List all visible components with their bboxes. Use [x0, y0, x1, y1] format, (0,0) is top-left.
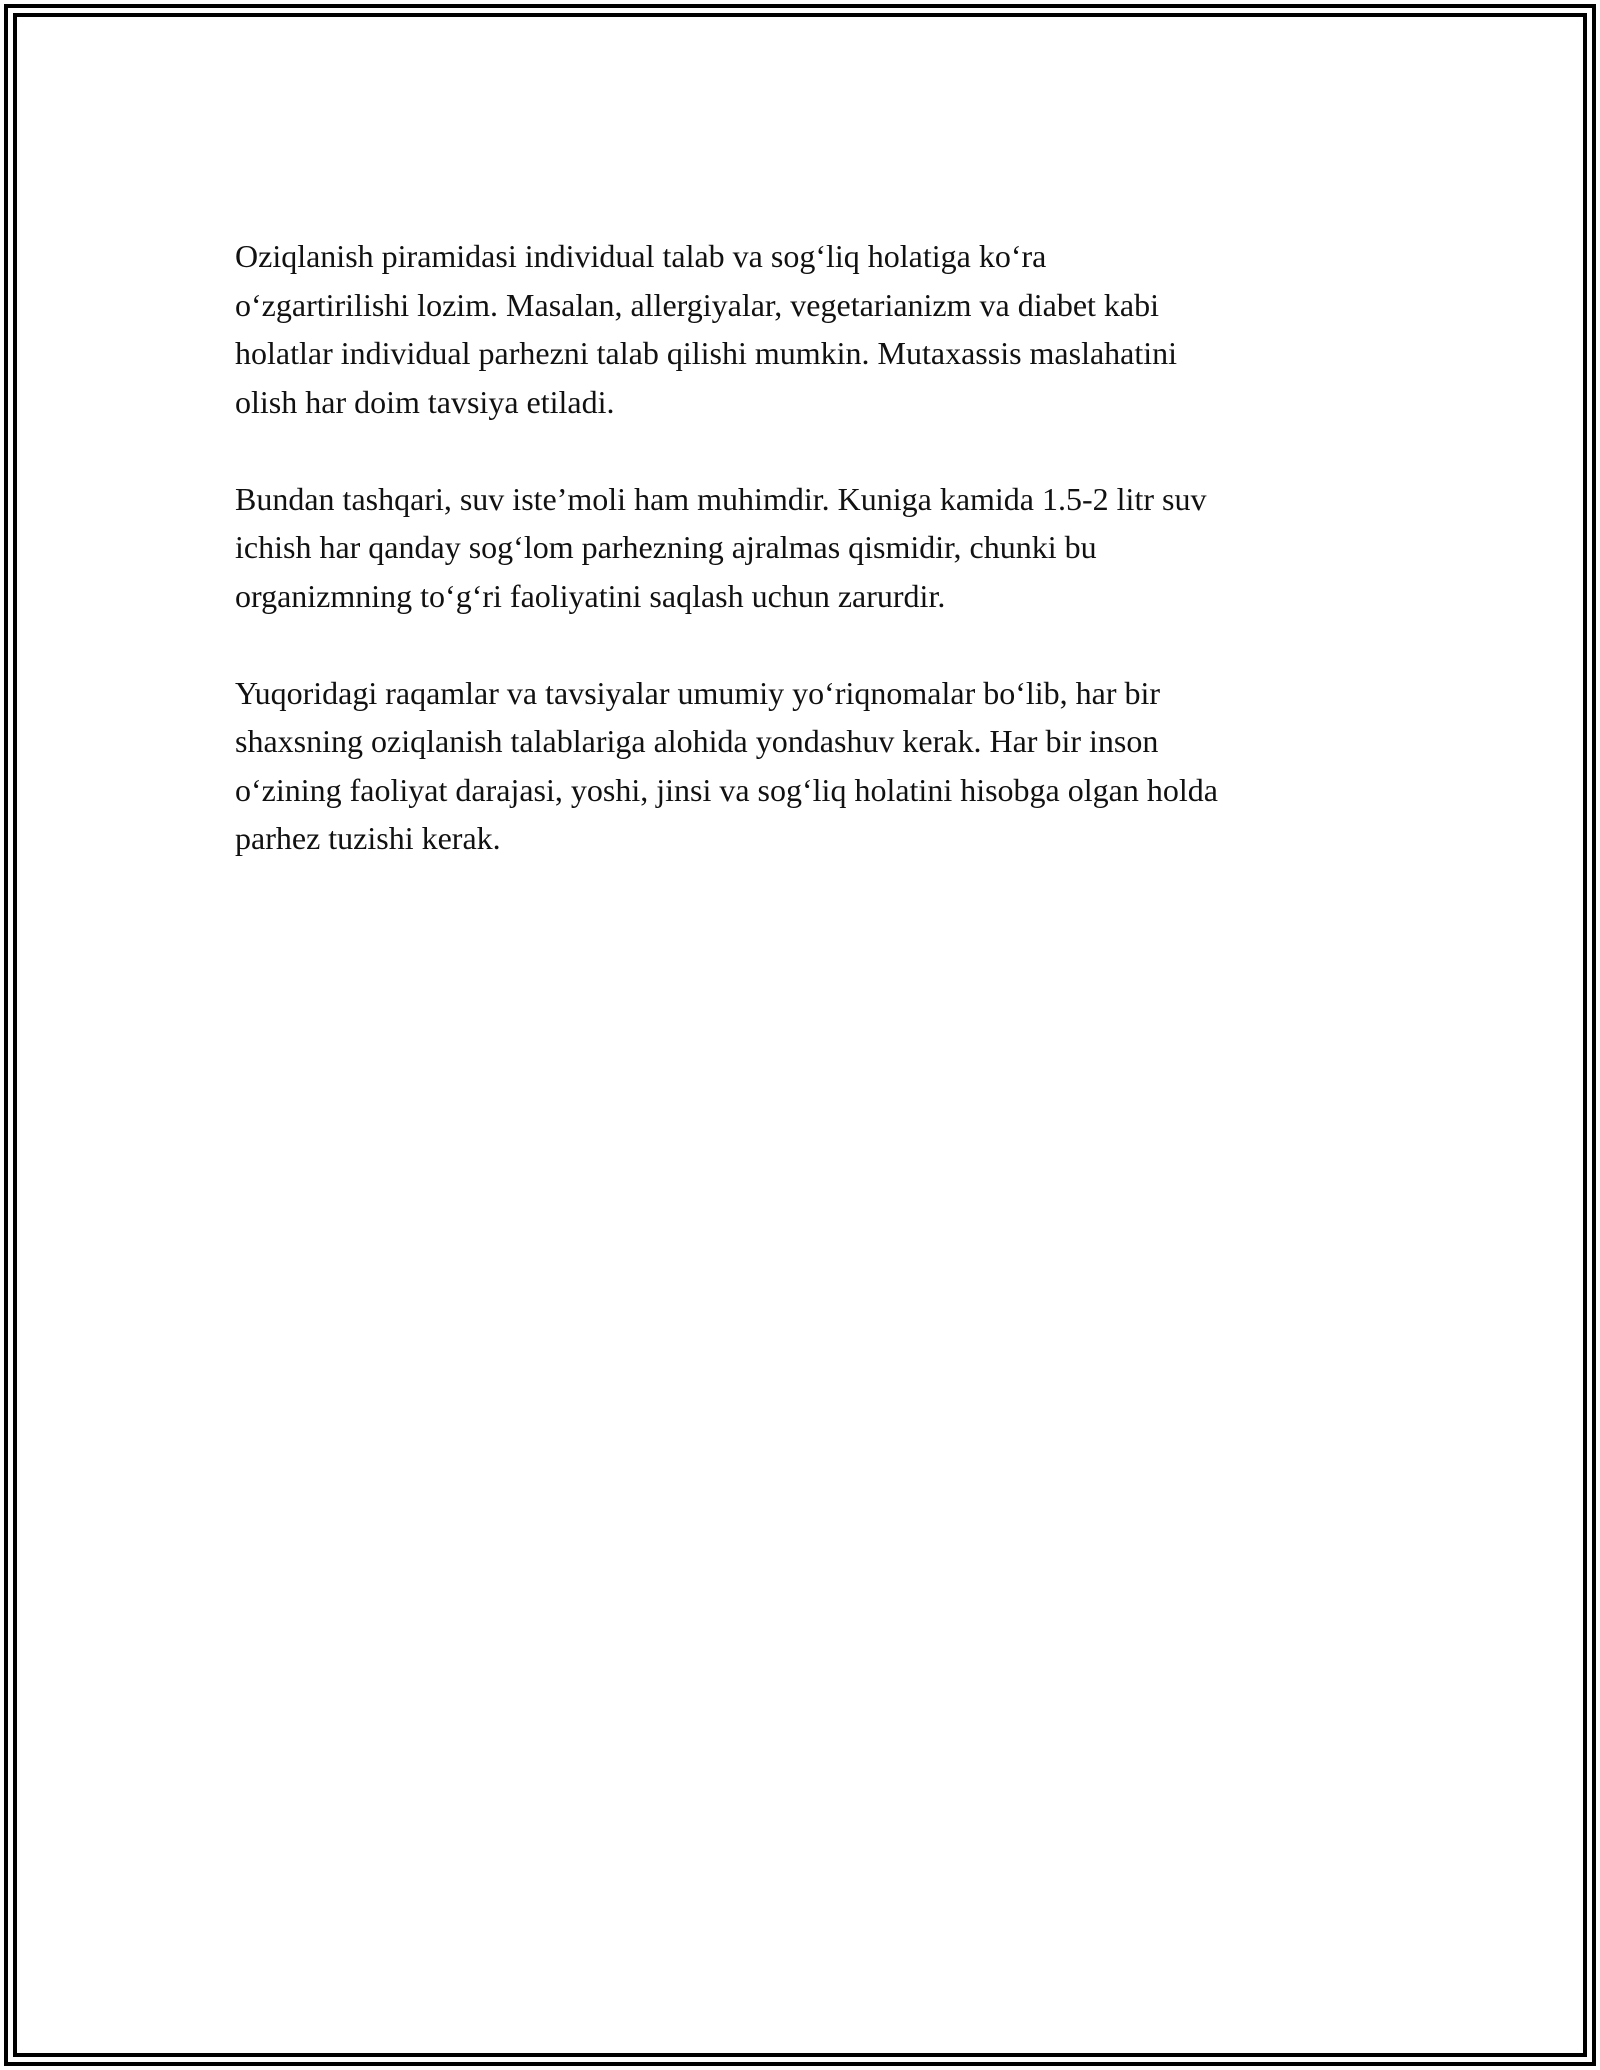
document-body [235, 232, 1385, 911]
paragraph-individual-approach: Yuqoridagi raqamlar va tavsiyalar umumiy yo‘riqnomalar bo‘lib, har bir shaxsning oziqlanish talablariga alohida yondashuv kerak. Har bir inson o‘zining faoliyat darajasi, yoshi, jinsi va sog‘liq holatini hisobga olgan holda parhez tuzishi kerak. [235, 674, 1218, 856]
paragraph-water-intake: Bundan tashqari, suv iste’moli ham muhimdir. Kuniga kamida 1.5-2 litr suv ichish har qanday sog‘lom parhezning ajralmas qismidir, chunki bu organizmning to‘g‘ri faoliyatini saqlash uchun zarurdir. [235, 480, 1207, 614]
paragraph-nutrition-pyramid: Oziqlanish piramidasi individual talab va sog‘liq holatiga ko‘ra o‘zgartirilishi lozim. Masalan, allergiyalar, vegetarianizm va diabet kabi holatlar individual parhezni talab qilishi mumkin. Mutaxassis maslahatini olish har doim tavsiya etiladi. [235, 238, 1178, 420]
